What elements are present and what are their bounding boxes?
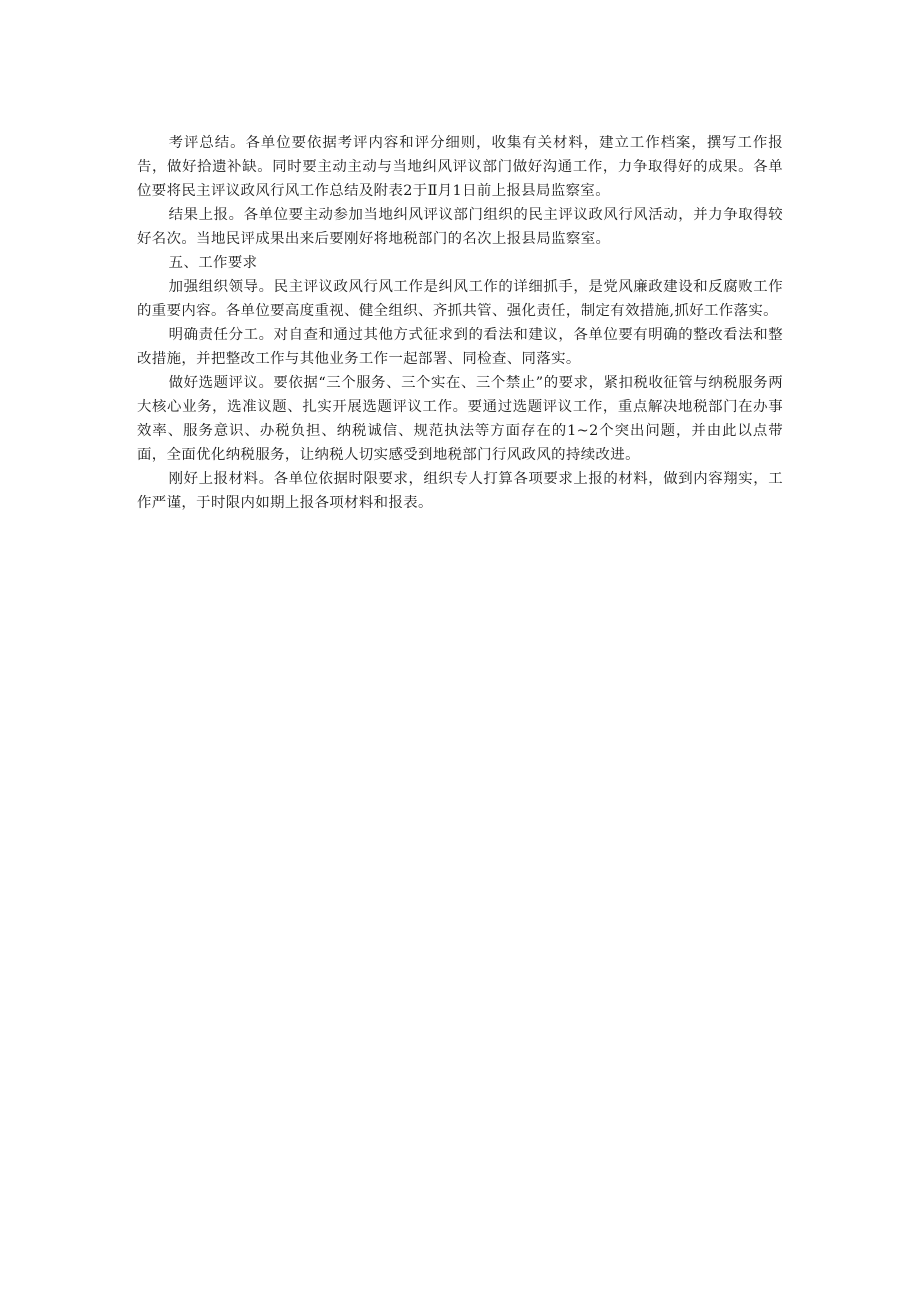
paragraph-strengthen-leadership: 加强组织领导。民主评议政风行风工作是纠风工作的详细抓手，是党风廉政建设和反腐败工作的重要内容。各单位要高度重视、健全组织、齐抓共管、强化责任，制定有效措施,抓好工作落实。: [137, 279, 783, 319]
paragraph-clarify-responsibility: 明确责任分工。对自查和通过其他方式征求到的看法和建议，各单位要有明确的整改看法和整改措施，并把整改工作与其他业务工作一起部署、同检查、同落实。: [137, 327, 783, 367]
section-heading-work-requirements: 五、工作要求: [168, 255, 258, 271]
paragraph-submit-materials: 刚好上报材料。各单位依据时限要求，组织专人打算各项要求上报的材料，做到内容翔实，工作严谨，于时限内如期上报各项材料和报表。: [137, 471, 783, 511]
paragraph-topic-evaluation: 做好选题评议。要依据“三个服务、三个实在、三个禁止”的要求，紧扣税收征管与纳税服务两大核心业务，选准议题、扎实开展选题评议工作。要通过选题评议工作，重点解决地税部门在办事效率、服务意识、办税负担、纳税诚信、规范执法等方面存在的1~2个突出问题，并由此以点带面，全面优化纳税服务，让纳税人切实感受到地税部门行风政风的持续改进。: [137, 375, 783, 463]
document-body: [137, 131, 783, 515]
paragraph-result-report: 结果上报。各单位要主动参加当地纠风评议部门组织的民主评议政风行风活动，并力争取得较好名次。当地民评成果出来后要刚好将地税部门的名次上报县局监察室。: [137, 207, 783, 247]
paragraph-evaluation-summary: 考评总结。各单位要依据考评内容和评分细则，收集有关材料，建立工作档案，撰写工作报告，做好拾遗补缺。同时要主动主动与当地纠风评议部门做好沟通工作，力争取得好的成果。各单位要将民主评议政风行风工作总结及附表2于Ⅱ月1日前上报县局监察室。: [137, 135, 783, 199]
